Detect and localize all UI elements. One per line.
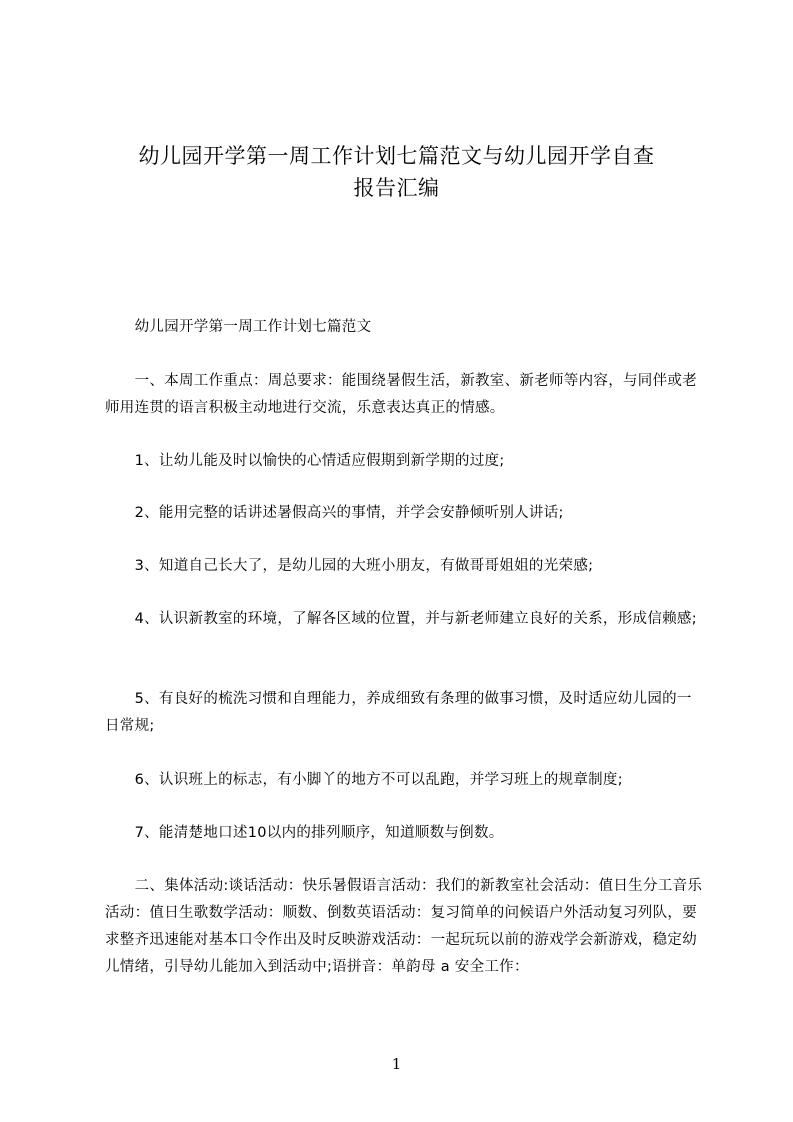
list-item-6: 6、认识班上的标志，有小脚丫的地方不可以乱跑，并学习班上的规章制度; — [105, 772, 623, 788]
paragraph-activities: 二、集体活动:谈话活动：快乐暑假语言活动：我们的新教室社会活动：值日生分工音乐活动：值日生歌数学活动：顺数、倒数英语活动：复习简单的问候语户外活动复习列队，要求整齐迅速能对基本口令作出及时反映游戏活动：一起玩玩以前的游戏学会新游戏，稳定幼儿情绪，引导幼儿能加入到活动中;语拼音：单韵母 a 安全工作： — [105, 878, 703, 975]
page-number: 1 — [391, 1055, 402, 1073]
section-heading: 幼儿园开学第一周工作计划七篇范文 — [105, 319, 372, 335]
list-item-5: 5、有良好的梳洗习惯和自理能力，养成细致有条理的做事习惯，及时适应幼儿园的一日常规; — [105, 691, 692, 734]
list-item-4: 4、认识新教室的环境，了解各区域的位置，并与新老师建立良好的关系，形成信赖感; — [105, 611, 697, 627]
title-line-2: 报告汇编 — [353, 176, 440, 200]
list-item-3: 3、知道自己长大了，是幼儿园的大班小朋友，有做哥哥姐姐的光荣感; — [105, 558, 594, 574]
paragraph-focus: 一、本周工作重点：周总要求：能围绕暑假生活，新教室、新老师等内容，与同伴或老师用连贯的语言积极主动地进行交流，乐意表达真正的情感。 — [105, 373, 697, 416]
list-item-7: 7、能清楚地口述10以内的排列顺序，知道顺数与倒数。 — [105, 825, 504, 841]
title-line-1: 幼儿园开学第一周工作计划七篇范文与幼儿园开学自查 — [138, 144, 655, 168]
list-item-1: 1、让幼儿能及时以愉快的心情适应假期到新学期的过度; — [105, 453, 505, 469]
document-title — [90, 140, 703, 204]
list-item-2: 2、能用完整的话讲述暑假高兴的事情，并学会安静倾听别人讲话; — [105, 505, 564, 521]
